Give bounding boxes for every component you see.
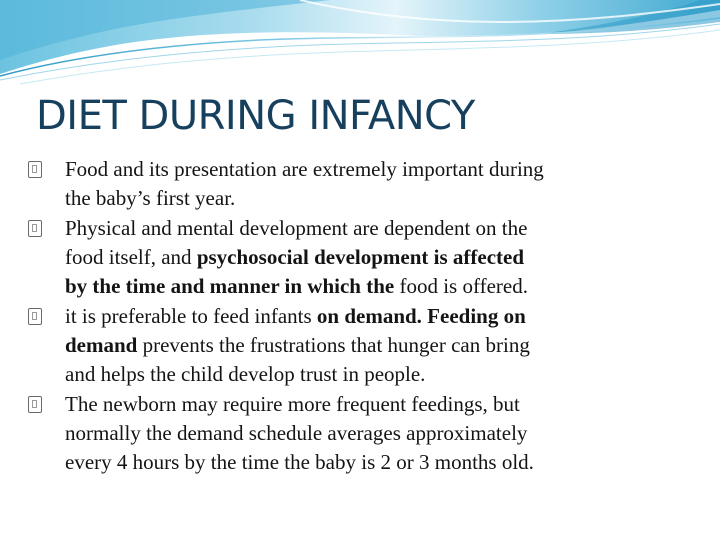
text-segment: every 4 hours by the time the baby is 2 or 3 months old.	[65, 450, 534, 474]
text-segment: food is offered.	[399, 274, 528, 298]
bullet-text-line	[65, 419, 688, 448]
bullet-list	[28, 155, 688, 478]
bullet-marker-icon	[28, 161, 42, 178]
bullet-marker-icon	[28, 308, 42, 325]
bold-text-segment: demand	[65, 333, 138, 357]
bold-text-segment: psychosocial development is affected	[196, 245, 525, 269]
slide-title: DIET DURING INFANCY	[36, 93, 475, 139]
bold-text-segment: on demand. Feeding on	[316, 304, 526, 328]
bullet-text-line	[65, 360, 688, 389]
text-segment: Physical and mental development are dependent on the	[65, 216, 528, 240]
bullet-text-line	[65, 331, 688, 360]
text-segment: normally the demand schedule averages approximately	[65, 421, 528, 445]
bullet-marker-icon	[28, 396, 42, 413]
bullet-text-line	[65, 390, 688, 419]
text-segment: it is preferable to feed infants	[65, 304, 317, 328]
bullet-text-line	[65, 155, 688, 184]
text-segment: food itself, and	[65, 245, 197, 269]
bold-text-segment: by the time and manner in which the	[65, 274, 400, 298]
bullet-text-line	[65, 243, 688, 272]
bullet-text-line	[65, 214, 688, 243]
bullet-item	[28, 302, 688, 389]
text-segment: the baby’s first year.	[65, 186, 236, 210]
header-wave-decoration	[0, 0, 720, 90]
text-segment: Food and its presentation are extremely important during	[65, 157, 544, 181]
bullet-item	[28, 390, 688, 477]
bullet-text-line	[65, 448, 688, 477]
text-segment: and helps the child develop trust in people.	[65, 362, 426, 386]
text-segment: The newborn may require more frequent feedings, but	[65, 392, 520, 416]
bullet-item	[28, 214, 688, 301]
bullet-text-line	[65, 272, 688, 301]
text-segment: prevents the frustrations that hunger can bring	[137, 333, 530, 357]
bullet-text-line	[65, 184, 688, 213]
bullet-marker-icon	[28, 220, 42, 237]
bullet-text-line	[65, 302, 688, 331]
bullet-item	[28, 155, 688, 213]
